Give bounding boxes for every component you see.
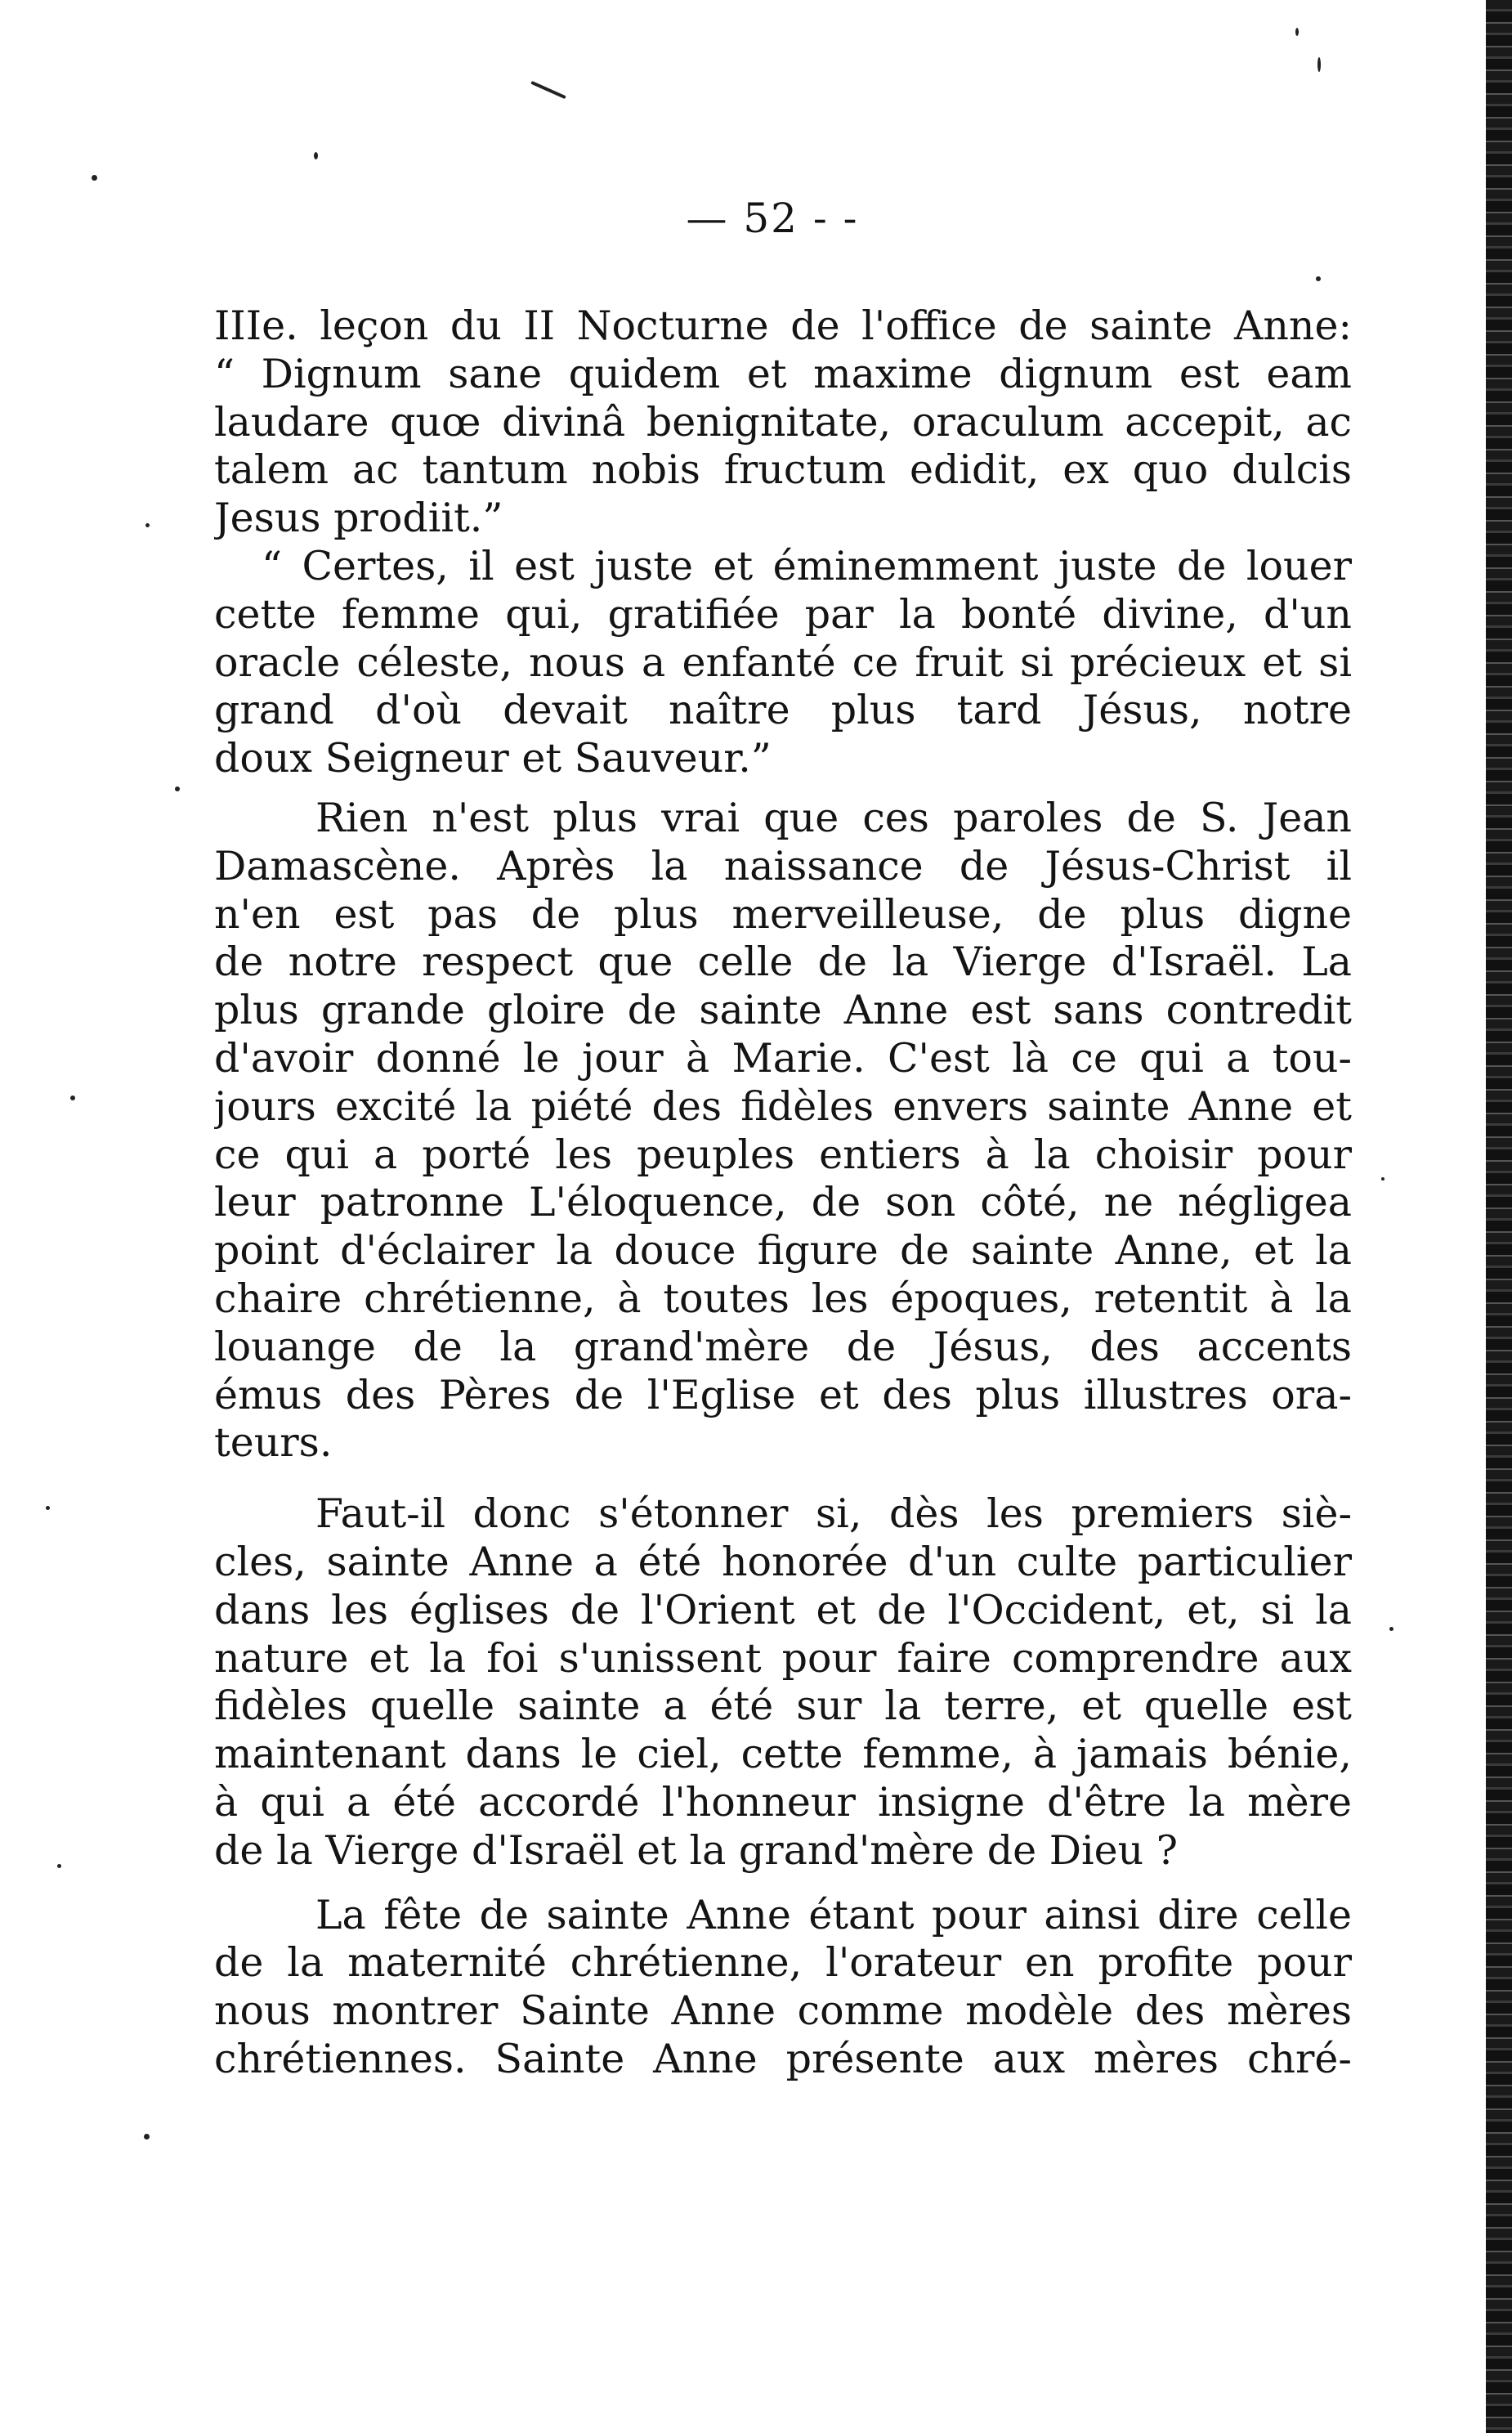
scan-speck (145, 523, 150, 527)
text-line: Faut-il donc s'étonner si, dès les premiers siè- (315, 1490, 1352, 1538)
text-line: chrétiennes. Sainte Anne présente aux mères chré- (214, 2035, 1352, 2082)
scan-speck (314, 152, 318, 159)
text-line: d'avoir donné le jour à Marie. C'est là ce qui a tou- (214, 1034, 1352, 1082)
text-line: de notre respect que celle de la Vierge d'Israël. La (214, 939, 1352, 986)
scan-speck (1317, 57, 1321, 72)
text-line: jours excité la piété des fidèles envers sainte Anne et (214, 1082, 1352, 1130)
text-line: chaire chrétienne, à toutes les époques, retentit à la (214, 1275, 1352, 1322)
text-line: plus grande gloire de sainte Anne est sans contredit (214, 987, 1352, 1034)
text-line: cette femme qui, gratifiée par la bonté divine, d'un (214, 590, 1352, 638)
text-line: IIIe. leçon du II Nocturne de l'office de sainte Anne: (214, 302, 1352, 349)
scan-speck (175, 786, 180, 791)
body-text (214, 302, 1352, 2084)
text-line: Damascène. Après la naissance de Jésus-Christ il (214, 842, 1352, 889)
paragraph-rien-nest-plus-vrai (214, 795, 1352, 1467)
page-number: — 52 - - (686, 195, 859, 242)
text-line: à qui a été accordé l'honneur insigne d'être la mère (214, 1778, 1352, 1826)
text-line: La fête de sainte Anne étant pour ainsi dire celle (315, 1891, 1352, 1938)
scan-edge-shadow (1486, 0, 1512, 2433)
text-line: teurs. (214, 1419, 333, 1467)
text-line: fidèles quelle sainte a été sur la terre, et quelle est (214, 1682, 1352, 1730)
text-line: louange de la grand'mère de Jésus, des accents (214, 1323, 1352, 1370)
text-line: Jesus prodiit.” (214, 495, 503, 542)
text-line: maintenant dans le ciel, cette femme, à jamais bénie, (214, 1731, 1352, 1778)
text-line: “ Certes, il est juste et éminemment juste de louer (262, 542, 1352, 589)
paragraph-gap (214, 1467, 1352, 1490)
text-line: cles, sainte Anne a été honorée d'un culte particulier (214, 1538, 1352, 1585)
paragraph-french-translation (214, 543, 1352, 783)
paragraph-gap (214, 1875, 1352, 1892)
scan-speck (70, 1096, 75, 1100)
scan-speck (144, 2134, 150, 2140)
paragraph-gap (214, 783, 1352, 795)
scan-speck (57, 1864, 61, 1868)
text-line: émus des Pères de l'Eglise et des plus illustres ora- (214, 1371, 1352, 1418)
text-line: de la Vierge d'Israël et la grand'mère de Dieu ? (214, 1826, 1179, 1874)
scan-speck (1389, 1627, 1393, 1631)
text-line: n'en est pas de plus merveilleuse, de plus digne (214, 890, 1352, 938)
scan-speck (530, 81, 566, 99)
text-line: doux Seigneur et Sauveur.” (214, 735, 772, 782)
scan-speck (1381, 1177, 1385, 1181)
text-line: leur patronne L'éloquence, de son côté, ne négligea (214, 1179, 1352, 1226)
text-line: “ Dignum sane quidem et maxime dignum est eam (214, 350, 1352, 397)
paragraph-lesson-citation (214, 302, 1352, 543)
paragraph-faut-il-donc (214, 1490, 1352, 1875)
scan-speck (1316, 276, 1321, 281)
paragraph-la-fete (214, 1892, 1352, 2084)
scan-speck (1295, 28, 1299, 36)
text-line: point d'éclairer la douce figure de sainte Anne, et la (214, 1227, 1352, 1275)
text-line: nature et la foi s'unissent pour faire comprendre aux (214, 1634, 1352, 1682)
text-line: grand d'où devait naître plus tard Jésus, notre (214, 687, 1352, 734)
text-line: laudare quœ divinâ benignitate, oraculum accepit, ac (214, 398, 1352, 446)
scan-speck (92, 175, 97, 181)
text-line: talem ac tantum nobis fructum edidit, ex quo dulcis (214, 446, 1352, 494)
text-line: ce qui a porté les peuples entiers à la choisir pour (214, 1131, 1352, 1178)
text-line: oracle céleste, nous a enfanté ce fruit si précieux et si (214, 638, 1352, 686)
text-line: dans les églises de l'Orient et de l'Occident, et, si la (214, 1586, 1352, 1633)
text-line: Rien n'est plus vrai que ces paroles de S. Jean (315, 794, 1352, 841)
text-line: nous montrer Sainte Anne comme modèle des mères (214, 1987, 1352, 2035)
scan-speck (46, 1506, 50, 1510)
text-line: de la maternité chrétienne, l'orateur en profite pour (214, 1939, 1352, 1987)
